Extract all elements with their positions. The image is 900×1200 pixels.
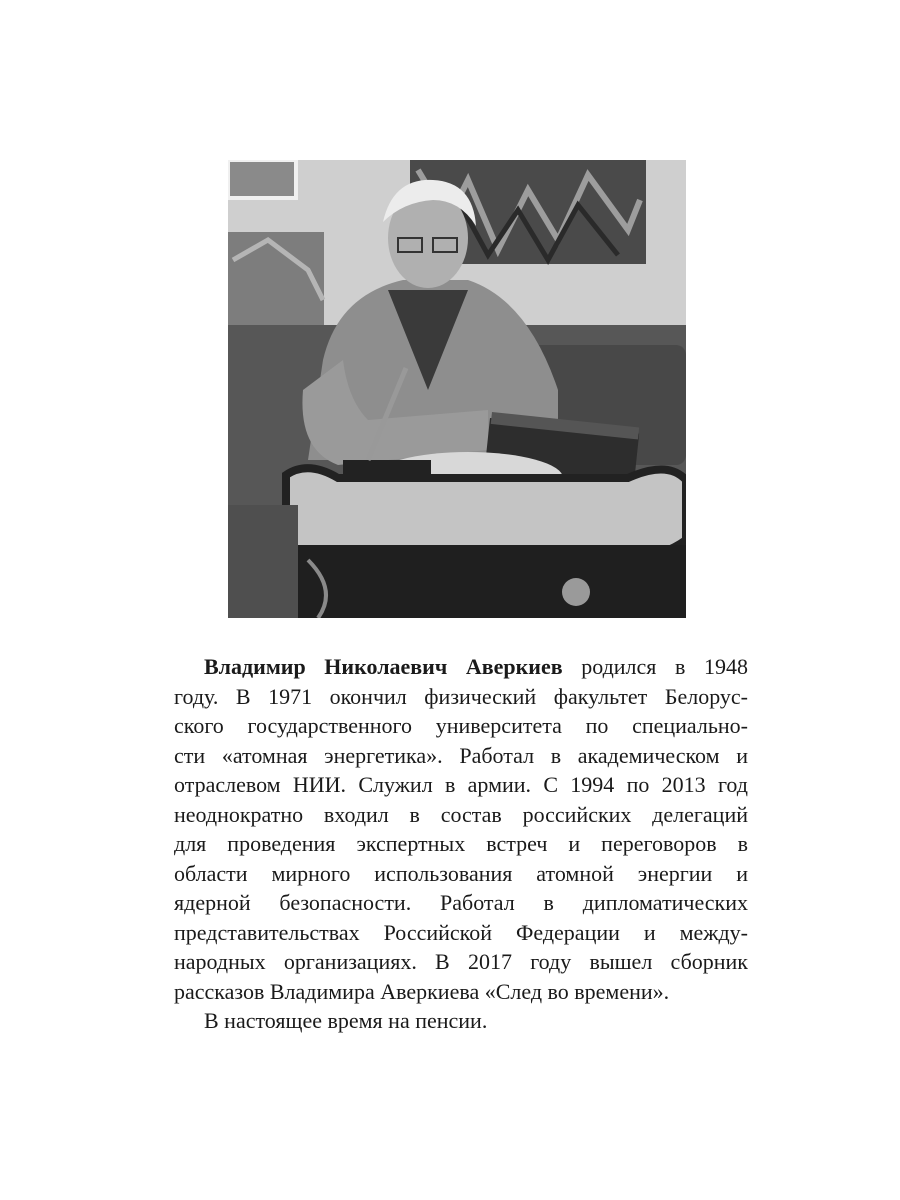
bio-closing-line: В настоящее время на пенсии. [204,1008,488,1033]
author-name: Владимир Николаевич Аверкиев [204,654,563,679]
bio-line: ядерной безопасности. Работал в дипломатических [174,890,748,915]
bio-line: году. В 1971 окончил физический факультет Белорус- [174,683,748,709]
author-portrait-photo [228,160,686,618]
bio-line: области мирного использования атомной энергии и [174,860,748,886]
bio-line: народных организациях. В 2017 году вышел сборник [174,949,748,974]
bio-line: отраслевом НИИ. Служил в армии. С 1994 по 2013 год [174,772,748,797]
bio-line: Владимир Николаевич Аверкиев родился в 1948 [204,654,748,679]
bio-line: неоднократно входил в состав российских делегаций [174,801,748,827]
bio-line: для проведения экспертных встреч и переговоров в [174,831,748,856]
bio-line: ского государственного университета по специально- [174,713,748,738]
author-biography [174,652,748,1036]
bio-line: сти «атомная энергетика». Работал в академическом и [174,742,748,768]
bio-line: рассказов Владимира Аверкиева «След во времени». [174,978,670,1004]
bio-line: представительствах Российской Федерации и между- [174,919,748,945]
